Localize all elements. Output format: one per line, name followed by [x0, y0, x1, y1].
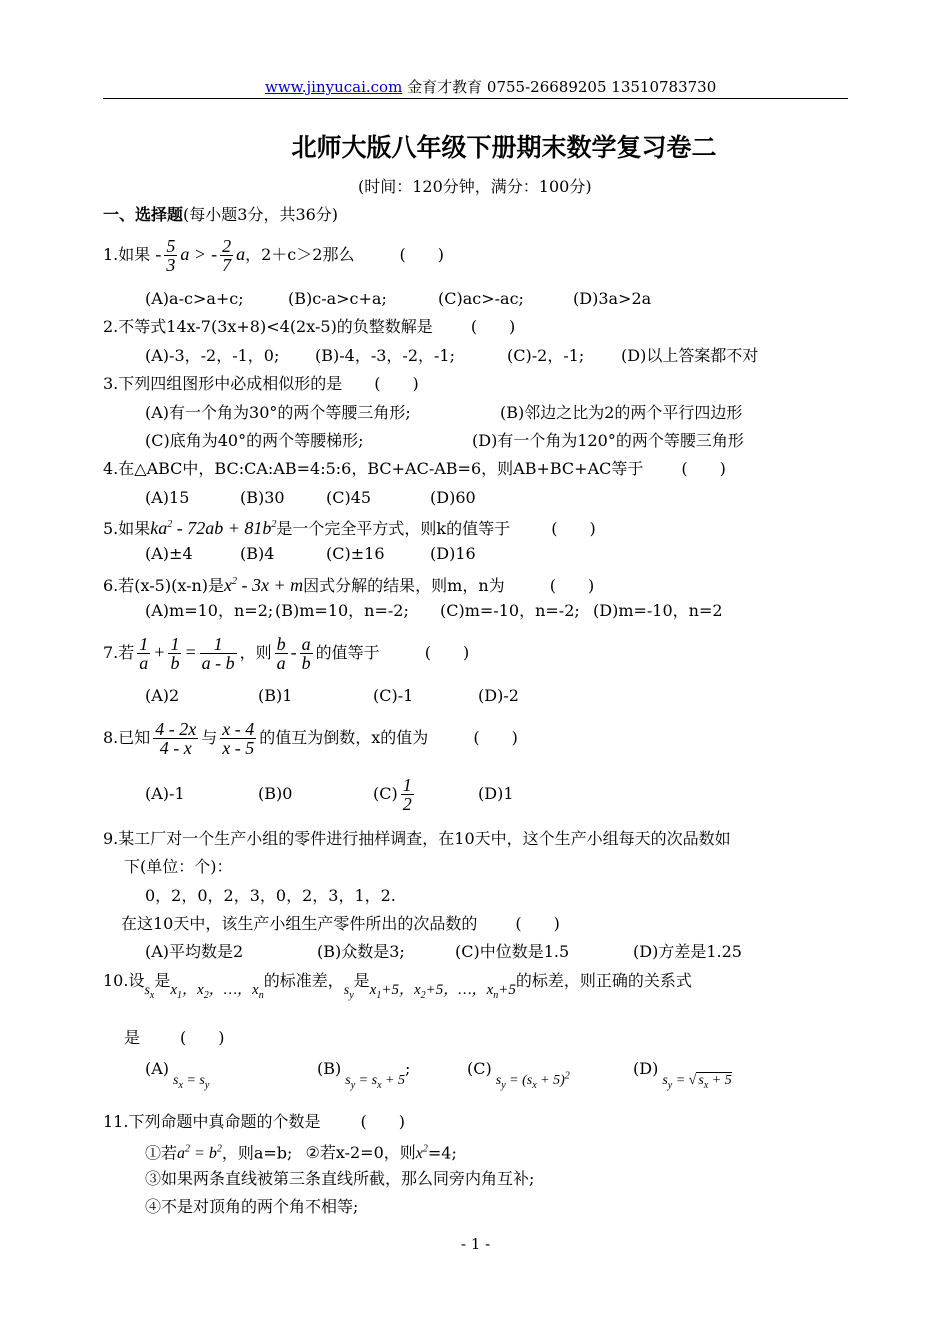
q1-options — [145, 288, 652, 310]
s1-pre: ①若 — [145, 1143, 178, 1163]
frac-den: a — [139, 653, 149, 673]
answer-paren: ( ) — [374, 374, 419, 393]
option-b-expr: $s_y = s_x + 5$ — [345, 1073, 405, 1091]
q7-options — [145, 685, 519, 707]
answer-paren: ( ) — [399, 245, 445, 264]
question-6 — [103, 571, 594, 597]
x-list: $x_1$，$x_2$，…，$x_n$ — [170, 982, 264, 1001]
header-rule — [103, 98, 848, 99]
option-d: (D)m=-10，n=2 — [593, 601, 723, 620]
option-b: (B)m=10，n=-2; — [275, 601, 409, 620]
option-b: (B)1 — [258, 686, 293, 705]
s1-post: ，则a=b; — [221, 1143, 293, 1163]
option-b: (B)30 — [240, 488, 285, 507]
q7-mid: ，则 — [239, 643, 272, 662]
q7-post: 的值等于 — [315, 643, 380, 662]
frac-den: b — [170, 653, 180, 673]
option-d: (D)方差是1.25 — [633, 942, 742, 961]
q7-frac-4 — [300, 635, 313, 672]
q4-text: 4.在△ABC中，BC:CA:AB=4:5:6，BC+AC-AB=6，则AB+BC+AC等于 — [103, 459, 644, 478]
option-a: (A)平均数是2 — [145, 942, 244, 961]
s2-pre: ②若x-2=0，则 — [305, 1143, 416, 1163]
option-d: (D)有一个角为120°的两个等腰三角形 — [472, 431, 744, 450]
q10-post: 的标差，则正确的关系式 — [515, 971, 692, 990]
q5-pre: 5.如果 — [103, 519, 151, 538]
org-name: 金育才教育 — [407, 78, 483, 96]
answer-paren: ( ) — [515, 914, 560, 933]
question-9-line1: 9.某工厂对一个生产小组的零件进行抽样调查，在10天中，这个生产小组每天的次品数如 — [103, 829, 731, 848]
option-c: (C)±16 — [326, 544, 385, 563]
answer-paren: ( ) — [360, 1112, 405, 1131]
q1-frac-1 — [164, 237, 177, 274]
option-b: (B)邻边之比为2的两个平行四边形 — [500, 403, 743, 422]
option-a: (A)有一个角为30°的两个等腰三角形; — [145, 403, 411, 422]
q9-text: 在这10天中，该生产小组生产零件所出的次品数的 — [121, 914, 478, 933]
option-a: (A)15 — [145, 488, 190, 507]
phone-1: 0755-26689205 — [486, 78, 607, 96]
q5-expr: $ka^2 - 72ab + 81b^2$ — [150, 518, 277, 538]
q8-options — [145, 774, 514, 814]
q6-options — [145, 600, 723, 622]
q9-data: 0，2，0，2，3，0，2，3，1，2. — [145, 886, 396, 905]
phone-2: 13510783730 — [611, 78, 717, 96]
question-4 — [103, 458, 726, 480]
q4-options — [145, 487, 476, 509]
q1-frac-2-den: 7 — [222, 255, 232, 275]
q10-pre: 10.设 — [103, 971, 145, 990]
option-b: (B)众数是3; — [317, 942, 405, 961]
q3-text: 3.下列四组图形中必成相似形的是 — [103, 374, 343, 393]
option-c: (C)ac>-ac; — [438, 289, 524, 308]
q7-frac-1b — [168, 635, 181, 672]
option-a: (A)-1 — [145, 784, 185, 803]
answer-paren: ( ) — [551, 519, 596, 538]
q1-frac-1-num: 5 — [166, 236, 176, 256]
option-d-label: (D) — [633, 1059, 659, 1078]
q7-frac-3 — [275, 635, 288, 672]
option-a: (A)a-c>a+c; — [145, 289, 244, 308]
q9-options — [145, 941, 742, 963]
q2-text: 2.不等式14x-7(3x+8)<4(2x-5)的负整数解是 — [103, 317, 433, 336]
option-a: (A)2 — [145, 686, 180, 705]
q6-pre: 6.若(x-5)(x-n)是 — [103, 576, 225, 595]
q8-frac-2 — [220, 720, 256, 757]
option-d: (D)60 — [430, 488, 476, 507]
sx: $s_x$ — [144, 983, 155, 1001]
question-8 — [103, 716, 518, 760]
x-plus-5-list: $x_1+5$，$x_2+5$，…，$x_n+5$ — [369, 982, 516, 1001]
q3-options-row2 — [145, 430, 744, 452]
answer-paren: ( ) — [180, 1028, 225, 1047]
question-7 — [103, 630, 469, 675]
question-2 — [103, 316, 515, 338]
frac-num: 1 — [139, 634, 149, 654]
s1-expr: $a^2 = b^2$ — [177, 1144, 222, 1163]
page-header — [265, 76, 716, 98]
question-3 — [103, 373, 419, 395]
option-c-expr: $s_y = (s_x + 5)^2$ — [495, 1070, 570, 1091]
q5-options — [145, 543, 476, 565]
answer-paren: ( ) — [470, 317, 516, 336]
q1-frac-1-den: 3 — [166, 255, 176, 275]
option-a-expr: $s_x = s_y$ — [173, 1073, 210, 1091]
frac-num: 1 — [170, 634, 180, 654]
frac-den: a - b — [201, 653, 235, 673]
q8-with: 与 — [201, 728, 218, 747]
option-b: (B)-4，-3，-2，-1; — [315, 346, 455, 365]
question-9-line3 — [121, 913, 560, 935]
question-1 — [103, 234, 444, 275]
q8-post: 的值互为倒数，x的值为 — [259, 728, 429, 747]
option-a: (A)±4 — [145, 544, 193, 563]
option-c: (C) — [373, 784, 398, 803]
minus: - — [211, 244, 218, 264]
q7-frac-1a — [137, 635, 150, 672]
plus: + — [153, 642, 166, 662]
question-10 — [103, 970, 692, 1007]
frac-den: 2 — [402, 794, 412, 814]
question-11 — [103, 1111, 405, 1133]
answer-paren: ( ) — [681, 459, 726, 478]
q2-options — [145, 345, 759, 367]
q1-number: 1. — [103, 245, 119, 264]
frac-den: b — [301, 653, 311, 673]
option-b: (B)4 — [240, 544, 275, 563]
section-title: 一、选择题 — [103, 205, 184, 224]
option-d: (D)1 — [478, 784, 514, 803]
q7-pre: 7.若 — [103, 643, 135, 662]
equals: = — [184, 642, 197, 662]
q1-post: ，2＋c＞2那么 — [245, 245, 355, 264]
question-5 — [103, 514, 596, 540]
var-a: a — [236, 244, 246, 264]
q11-statement-3: ③如果两条直线被第三条直线所截，那么同旁内角互补; — [145, 1169, 535, 1188]
s2-expr: $x^2$ — [415, 1144, 428, 1163]
section-note: (每小题3分，共36分) — [183, 205, 339, 224]
q5-post: 是一个完全平方式，则k的值等于 — [276, 519, 511, 538]
q10-is: 是 — [154, 971, 171, 990]
option-d: (D)16 — [430, 544, 476, 563]
minus: - — [155, 244, 162, 264]
page-number: - 1 - — [461, 1235, 491, 1253]
sy: $s_y$ — [343, 983, 354, 1001]
exam-info: (时间：120分钟，满分：100分) — [358, 177, 592, 196]
frac-den: x - 5 — [222, 738, 255, 758]
option-c-label: (C) — [467, 1059, 492, 1078]
q1-frac-2 — [220, 237, 233, 274]
q11-statement-1-2 — [145, 1139, 457, 1165]
page-title: 北师大版八年级下册期末数学复习卷二 — [291, 133, 717, 162]
section-heading — [103, 204, 338, 226]
frac-num: 1 — [402, 775, 412, 795]
option-a: (A)m=10，n=2; — [145, 601, 274, 620]
q7-frac-2 — [200, 635, 237, 672]
option-d: (D)以上答案都不对 — [621, 346, 759, 365]
answer-paren: ( ) — [473, 728, 518, 747]
answer-paren: ( ) — [549, 576, 595, 595]
option-d-expr: $s_y$ = √ $s_x + 5$ — [662, 1073, 732, 1091]
option-c: (C)45 — [326, 488, 372, 507]
website-link[interactable]: www.jinyucai.com — [265, 78, 403, 96]
option-a-label: (A) — [145, 1059, 170, 1078]
option-d: (D)-2 — [478, 686, 519, 705]
q11-text: 11.下列命题中真命题的个数是 — [103, 1112, 321, 1131]
q11-statement-4: ④不是对顶角的两个角不相等; — [145, 1197, 359, 1216]
frac-num: x - 4 — [222, 719, 255, 739]
q10-is2: 是 — [353, 971, 370, 990]
option-a: (A)-3，-2，-1，0; — [145, 346, 280, 365]
q10-std: 的标准差， — [263, 971, 344, 990]
frac-num: b — [276, 634, 286, 654]
question-10-line2 — [124, 1027, 225, 1049]
q3-options-row1 — [145, 402, 743, 424]
frac-num: 1 — [200, 635, 237, 654]
q6-post: 因式分解的结果，则m，n为 — [303, 576, 505, 595]
frac-num: 4 - 2x — [155, 719, 197, 739]
q10-options: $(A)s_x = s_y$ $(B)s_y = s_x + 5$; $(C)s_y = (s_x + 5)^2$ $(D)s_y$ = √ $s_x + 5$ — [145, 1059, 732, 1091]
q6-expr: $x^2 - 3x + m$ — [224, 575, 304, 595]
q1-mid: a > — [180, 244, 207, 264]
q10-line2: 是 — [124, 1028, 141, 1047]
frac-den: 4 - x — [159, 738, 192, 758]
frac-num: a — [301, 634, 311, 654]
question-9-line2: 下(单位：个)： — [124, 857, 233, 876]
option-b: (B)0 — [258, 784, 293, 803]
option-c: (C)m=-10，n=-2; — [440, 601, 580, 620]
option-c-frac — [401, 776, 414, 813]
option-b-label: (B) — [317, 1059, 342, 1078]
q8-pre: 8.已知 — [103, 728, 151, 747]
minus: - — [290, 642, 297, 662]
s2-post: =4; — [427, 1143, 457, 1163]
option-c: (C)-2，-1; — [507, 346, 585, 365]
option-c: (C)中位数是1.5 — [455, 942, 570, 961]
option-d: (D)3a>2a — [573, 289, 652, 308]
option-b: (B)c-a>c+a; — [288, 289, 387, 308]
answer-paren: ( ) — [424, 643, 470, 662]
option-c: (C)底角为40°的两个等腰梯形; — [145, 431, 364, 450]
q1-frac-2-num: 2 — [222, 236, 232, 256]
q1-pre: 如果 — [118, 245, 151, 264]
option-c: (C)-1 — [373, 686, 414, 705]
frac-den: a — [276, 653, 286, 673]
q8-frac-1 — [153, 720, 198, 757]
